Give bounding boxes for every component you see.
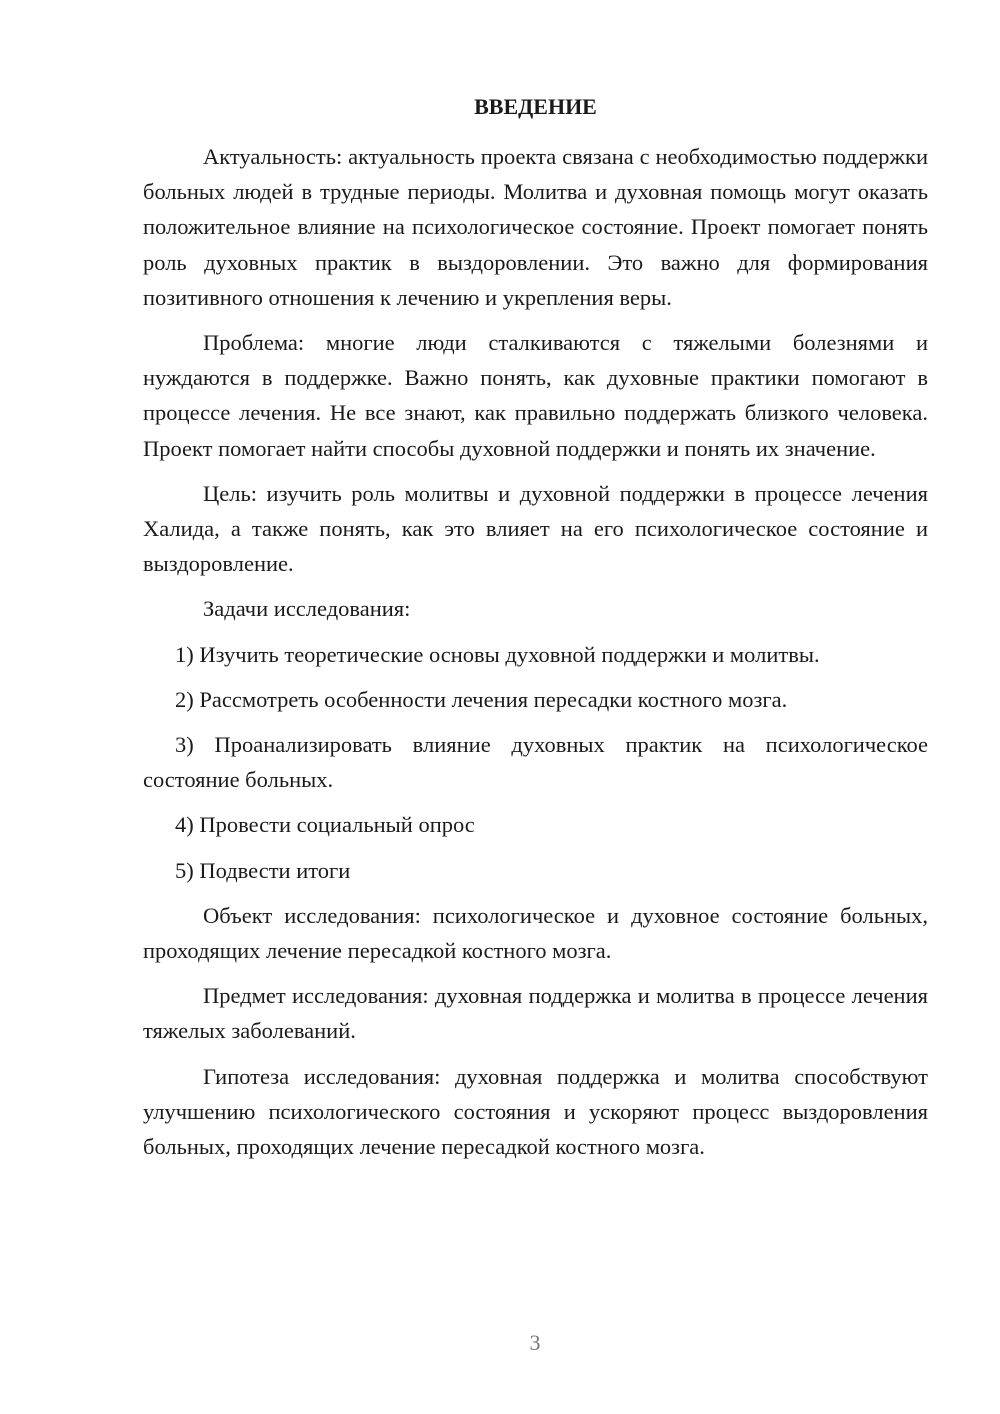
- object-paragraph: Объект исследования: психологическое и духовное состояние больных, проходящих лечение пересадкой костного мозга.: [143, 902, 928, 964]
- task-item-2: 2) Рассмотреть особенности лечения пересадки костного мозга.: [175, 686, 788, 712]
- task-item-5: 5) Подвести итоги: [175, 857, 351, 883]
- task-item-4: 4) Провести социальный опрос: [175, 812, 475, 838]
- document-page: [143, 92, 928, 1174]
- subject-paragraph: Предмет исследования: духовная поддержка и молитва в процессе лечения тяжелых заболеваний.: [143, 983, 928, 1044]
- page-number: 3: [529, 1330, 541, 1355]
- hypothesis-paragraph: Гипотеза исследования: духовная поддержка и молитва способствуют улучшению психологического состояния и ускоряют процесс выздоровления больных, проходящих лечение пересадкой костного мозга.: [143, 1063, 928, 1160]
- task-item-1: 1) Изучить теоретические основы духовной поддержки и молитвы.: [175, 641, 820, 667]
- relevance-paragraph: Актуальность: актуальность проекта связана с необходимостью поддержки больных людей в трудные периоды. Молитва и духовная помощь могут оказать положительное влияние на психологическое состояние. Проект помогает понять роль духовных практик в выздоровлении. Это важно для формирования позитивного отношения к лечению и укрепления веры.: [143, 144, 928, 310]
- goal-paragraph: Цель: изучить роль молитвы и духовной поддержки в процессе лечения Халида, а также понять, как это влияет на его психологическое состояние и выздоровление.: [143, 480, 928, 577]
- tasks-title: Задачи исследования:: [203, 596, 411, 622]
- problem-paragraph: Проблема: многие люди сталкиваются с тяжелыми болезнями и нуждаются в поддержке. Важно понять, как духовные практики помогают в процессе лечения. Не все знают, как правильно поддержать близкого человека. Проект помогает найти способы духовной поддержки и понять их значение.: [143, 330, 928, 461]
- task-item-3: 3) Проанализировать влияние духовных практик на психологическое состояние больных.: [143, 732, 928, 793]
- section-heading: ВВЕДЕНИЕ: [474, 94, 597, 119]
